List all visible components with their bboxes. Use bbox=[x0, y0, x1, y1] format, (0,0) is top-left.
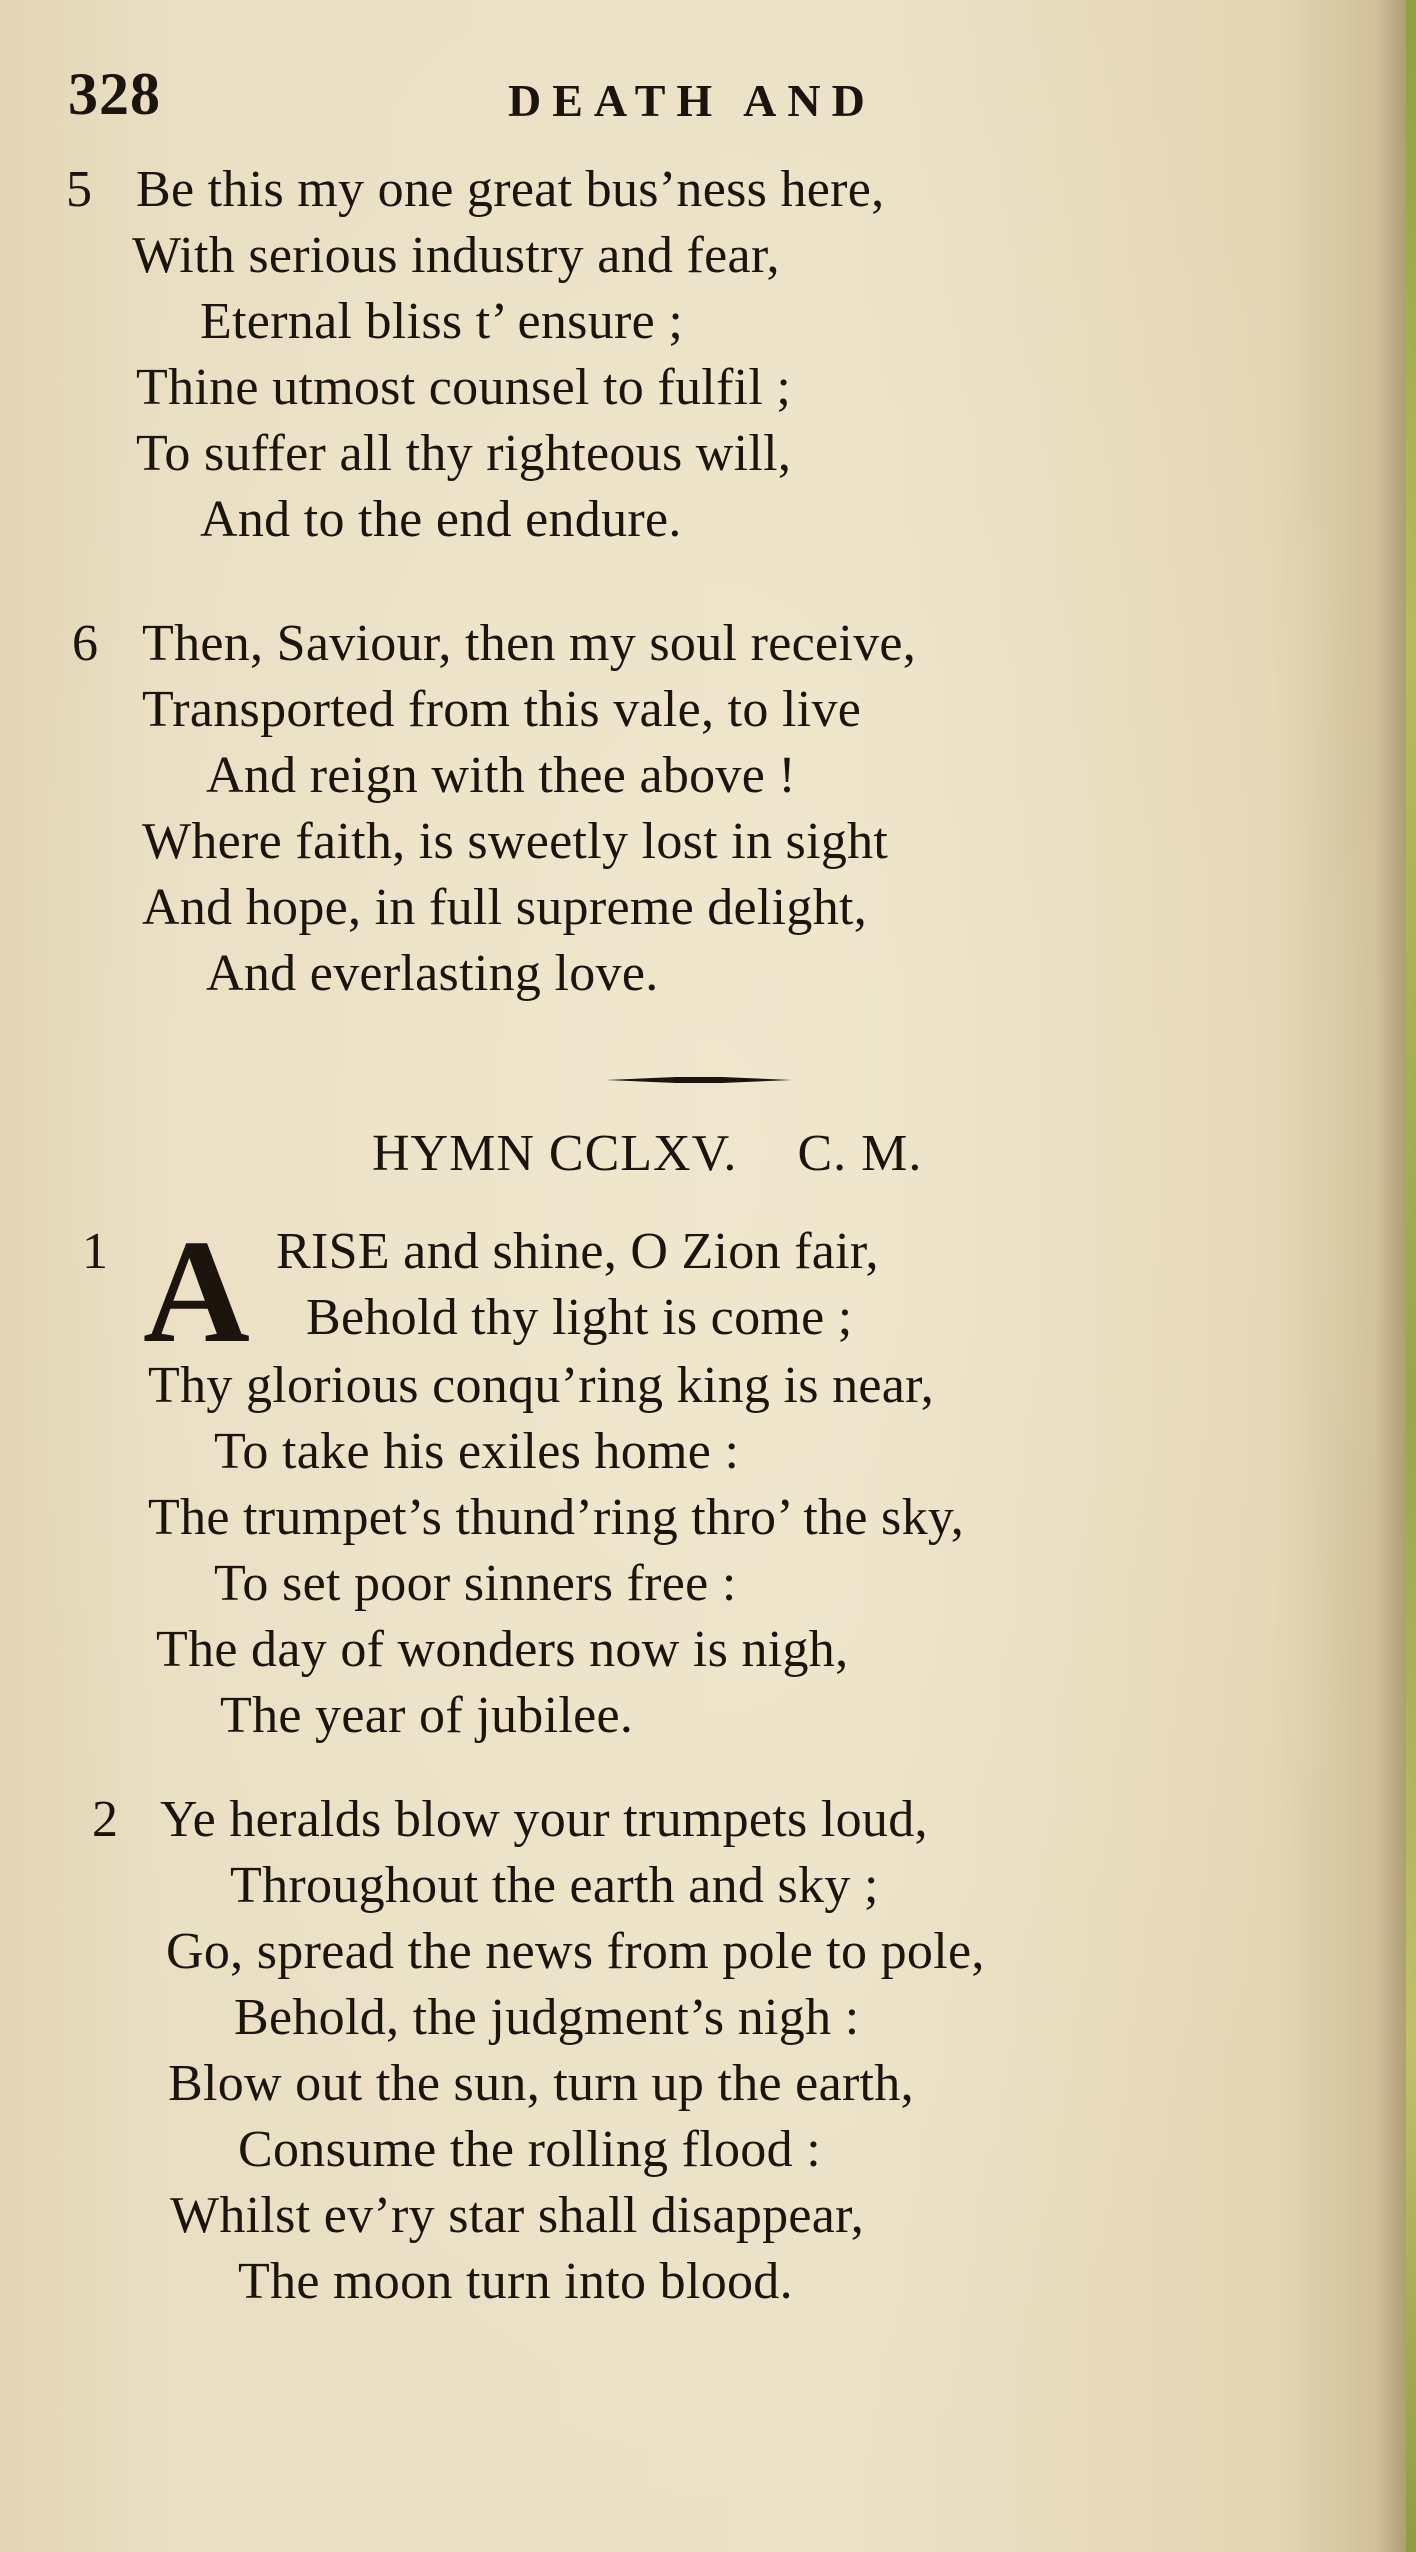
verse-line: To set poor sinners free : bbox=[214, 1555, 737, 1612]
verse-line: Consume the rolling flood : bbox=[238, 2121, 821, 2178]
verse-line: With serious industry and fear, bbox=[132, 227, 780, 284]
verse-line: And reign with thee above ! bbox=[206, 747, 797, 804]
section-divider bbox=[606, 1076, 792, 1082]
page-number: 328 bbox=[68, 61, 161, 127]
stanza-number: 2 bbox=[92, 1791, 118, 1848]
verse-line: Whilst ev’ry star shall disappear, bbox=[170, 2187, 865, 2244]
verse-line: The year of jubilee. bbox=[220, 1687, 634, 1744]
verse-line: To take his exiles home : bbox=[214, 1423, 740, 1480]
verse-line: And hope, in full supreme delight, bbox=[142, 879, 868, 936]
running-head: DEATH AND bbox=[508, 75, 876, 126]
verse-line: Behold, the judgment’s nigh : bbox=[234, 1989, 860, 2046]
verse-line: Transported from this vale, to live bbox=[142, 681, 862, 738]
verse-line: Eternal bliss t’ ensure ; bbox=[200, 293, 684, 350]
stanza-number: 1 bbox=[82, 1223, 108, 1280]
verse-line: Behold thy light is come ; bbox=[306, 1289, 853, 1346]
verse-line: Throughout the earth and sky ; bbox=[230, 1857, 879, 1914]
verse-line: Go, spread the news from pole to pole, bbox=[166, 1923, 985, 1980]
page-edge-stain bbox=[1406, 0, 1416, 2552]
verse-line: The day of wonders now is nigh, bbox=[156, 1621, 849, 1678]
verse-line: And everlasting love. bbox=[206, 945, 659, 1002]
verse-line: The trumpet’s thund’ring thro’ the sky, bbox=[148, 1489, 965, 1546]
stanza-number: 6 bbox=[72, 615, 98, 672]
verse-line: RISE and shine, O Zion fair, bbox=[276, 1223, 879, 1280]
verse-line: And to the end endure. bbox=[200, 491, 682, 548]
verse-line: Thy glorious conqu’ring king is near, bbox=[148, 1357, 934, 1414]
verse-line: To suffer all thy righteous will, bbox=[136, 425, 792, 482]
verse-line: Blow out the sun, turn up the earth, bbox=[168, 2055, 914, 2112]
hymn-title bbox=[372, 1124, 922, 1183]
verse-line: Thine utmost counsel to fulfil ; bbox=[136, 359, 792, 416]
verse-line: Be this my one great bus’ness here, bbox=[136, 161, 885, 218]
hymn-number: HYMN CCLXV. bbox=[372, 1125, 738, 1182]
verse-line: Then, Saviour, then my soul receive, bbox=[142, 615, 917, 672]
verse-line: Where faith, is sweetly lost in sight bbox=[142, 813, 889, 870]
hymn-meter: C. M. bbox=[797, 1125, 923, 1182]
verse-line: Ye heralds blow your trumpets loud, bbox=[160, 1791, 928, 1848]
drop-cap: A bbox=[143, 1210, 250, 1374]
page-header bbox=[68, 60, 1368, 140]
verse-line: The moon turn into blood. bbox=[238, 2253, 793, 2310]
stanza-number: 5 bbox=[66, 161, 92, 218]
